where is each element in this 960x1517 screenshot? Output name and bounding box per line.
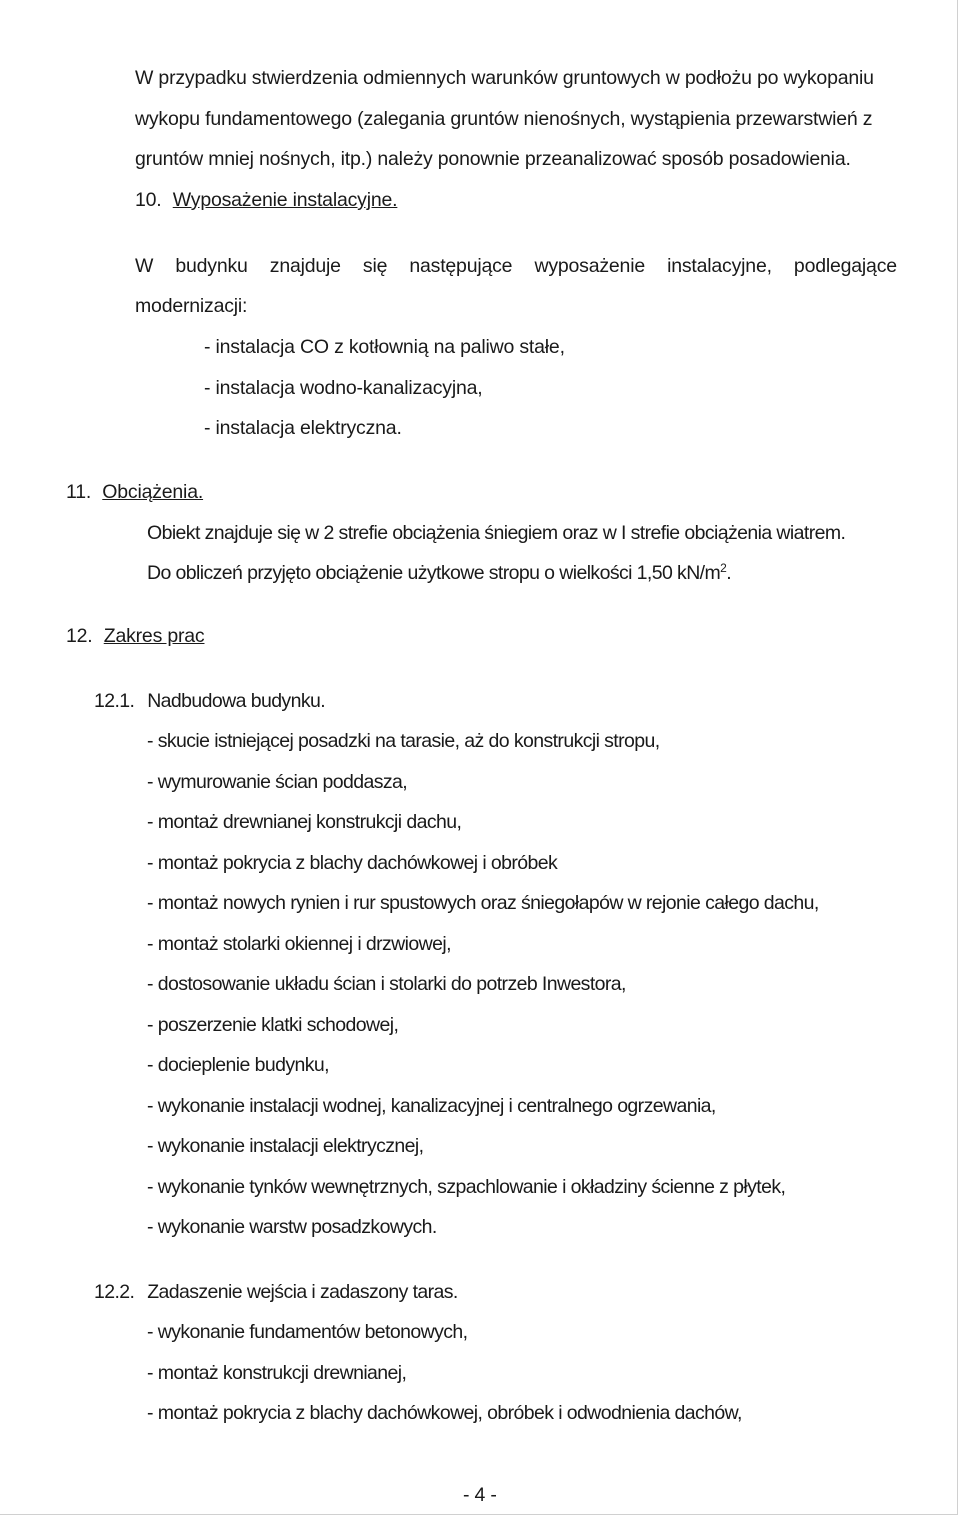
page-number: - 4 - [463,1484,497,1506]
section-12-2-item-3: - montaż pokrycia z blachy dachówkowej, obróbek i odwodnienia dachów, [147,1402,742,1424]
section-12-2-item-2: - montaż konstrukcji drewnianej, [147,1362,407,1384]
section-10-word: W [135,255,154,277]
section-12-1-number: 12.1. [94,690,135,712]
section-12-1-item-6: - montaż stolarki okiennej i drzwiowej, [147,933,451,955]
section-11-title: Obciążenia. [102,481,204,503]
section-12-1-item-11: - wykonanie instalacji elektrycznej, [147,1135,424,1157]
section-12-1-item-2: - wymurowanie ścian poddasza, [147,771,408,793]
section-10-word: instalacyjne, [667,255,772,277]
section-12-1-item-13: - wykonanie warstw posadzkowych. [147,1216,437,1238]
section-12-1-item-1: - skucie istniejącej posadzki na tarasie, aż do konstrukcji stropu, [147,730,660,752]
section-12-2-heading [94,1280,458,1304]
section-12-heading [66,624,204,648]
section-12-1-item-12: - wykonanie tynków wewnętrznych, szpachlowanie i okładziny ścienne z płytek, [147,1176,786,1198]
section-11-line-2-text: Do obliczeń przyjęto obciążenie użytkowe stropu o wielkości 1,50 kN/m [147,562,721,584]
section-12-2-item-1: - wykonanie fundamentów betonowych, [147,1321,468,1343]
section-10-number: 10. [135,189,162,211]
section-10-heading [135,188,397,212]
section-10-word: znajduje [269,255,341,277]
section-12-number: 12. [66,625,93,647]
section-12-1-item-3: - montaż drewnianej konstrukcji dachu, [147,811,462,833]
intro-line-1: W przypadku stwierdzenia odmiennych warunków gruntowych w podłożu po wykopaniu [135,67,874,89]
section-12-1-item-9: - docieplenie budynku, [147,1054,329,1076]
section-10-item-2: - instalacja wodno-kanalizacyjna, [204,377,483,399]
section-12-1-item-10: - wykonanie instalacji wodnej, kanalizacyjnej i centralnego ogrzewania, [147,1095,716,1117]
section-10-title: Wyposażenie instalacyjne. [172,189,398,211]
section-10-text-line-1 [135,254,897,278]
section-12-1-item-7: - dostosowanie układu ścian i stolarki do potrzeb Inwestora, [147,973,626,995]
section-10-word: wyposażenie [534,255,645,277]
section-10-word: się [362,255,388,277]
section-11-line-1: Obiekt znajduje się w 2 strefie obciążenia śniegiem oraz w I strefie obciążenia wiatrem. [147,522,846,544]
section-12-1-item-8: - poszerzenie klatki schodowej, [147,1014,399,1036]
section-10-word: budynku [175,255,248,277]
section-12-1-title: Nadbudowa budynku. [147,690,326,712]
section-10-item-3: - instalacja elektryczna. [204,417,402,439]
intro-line-2: wykopu fundamentowego (zalegania gruntów nienośnych, wystąpienia przewarstwień z [135,108,873,130]
section-12-1-item-4: - montaż pokrycia z blachy dachówkowej i obróbek [147,852,558,874]
section-11-line-2-end: . [726,562,732,584]
section-12-1-heading [94,689,325,713]
intro-line-3: gruntów mniej nośnych, itp.) należy ponownie przeanalizować sposób posadowienia. [135,148,851,170]
section-12-title: Zakres prac [103,625,205,647]
section-10-text-line-2: modernizacji: [135,295,248,317]
section-11-heading [66,480,203,504]
section-10-item-1: - instalacja CO z kotłownią na paliwo stałe, [204,336,565,358]
section-10-word: podlegające [793,255,897,277]
section-11-superscript: 2 [720,561,727,575]
section-12-1-item-5: - montaż nowych rynien i rur spustowych oraz śniegołapów w rejonie całego dachu, [147,892,819,914]
section-11-number: 11. [66,481,92,503]
section-10-word: następujące [409,255,513,277]
section-11-line-2 [147,561,731,585]
section-12-2-title: Zadaszenie wejścia i zadaszony taras. [147,1281,458,1303]
section-12-2-number: 12.2. [94,1281,135,1303]
